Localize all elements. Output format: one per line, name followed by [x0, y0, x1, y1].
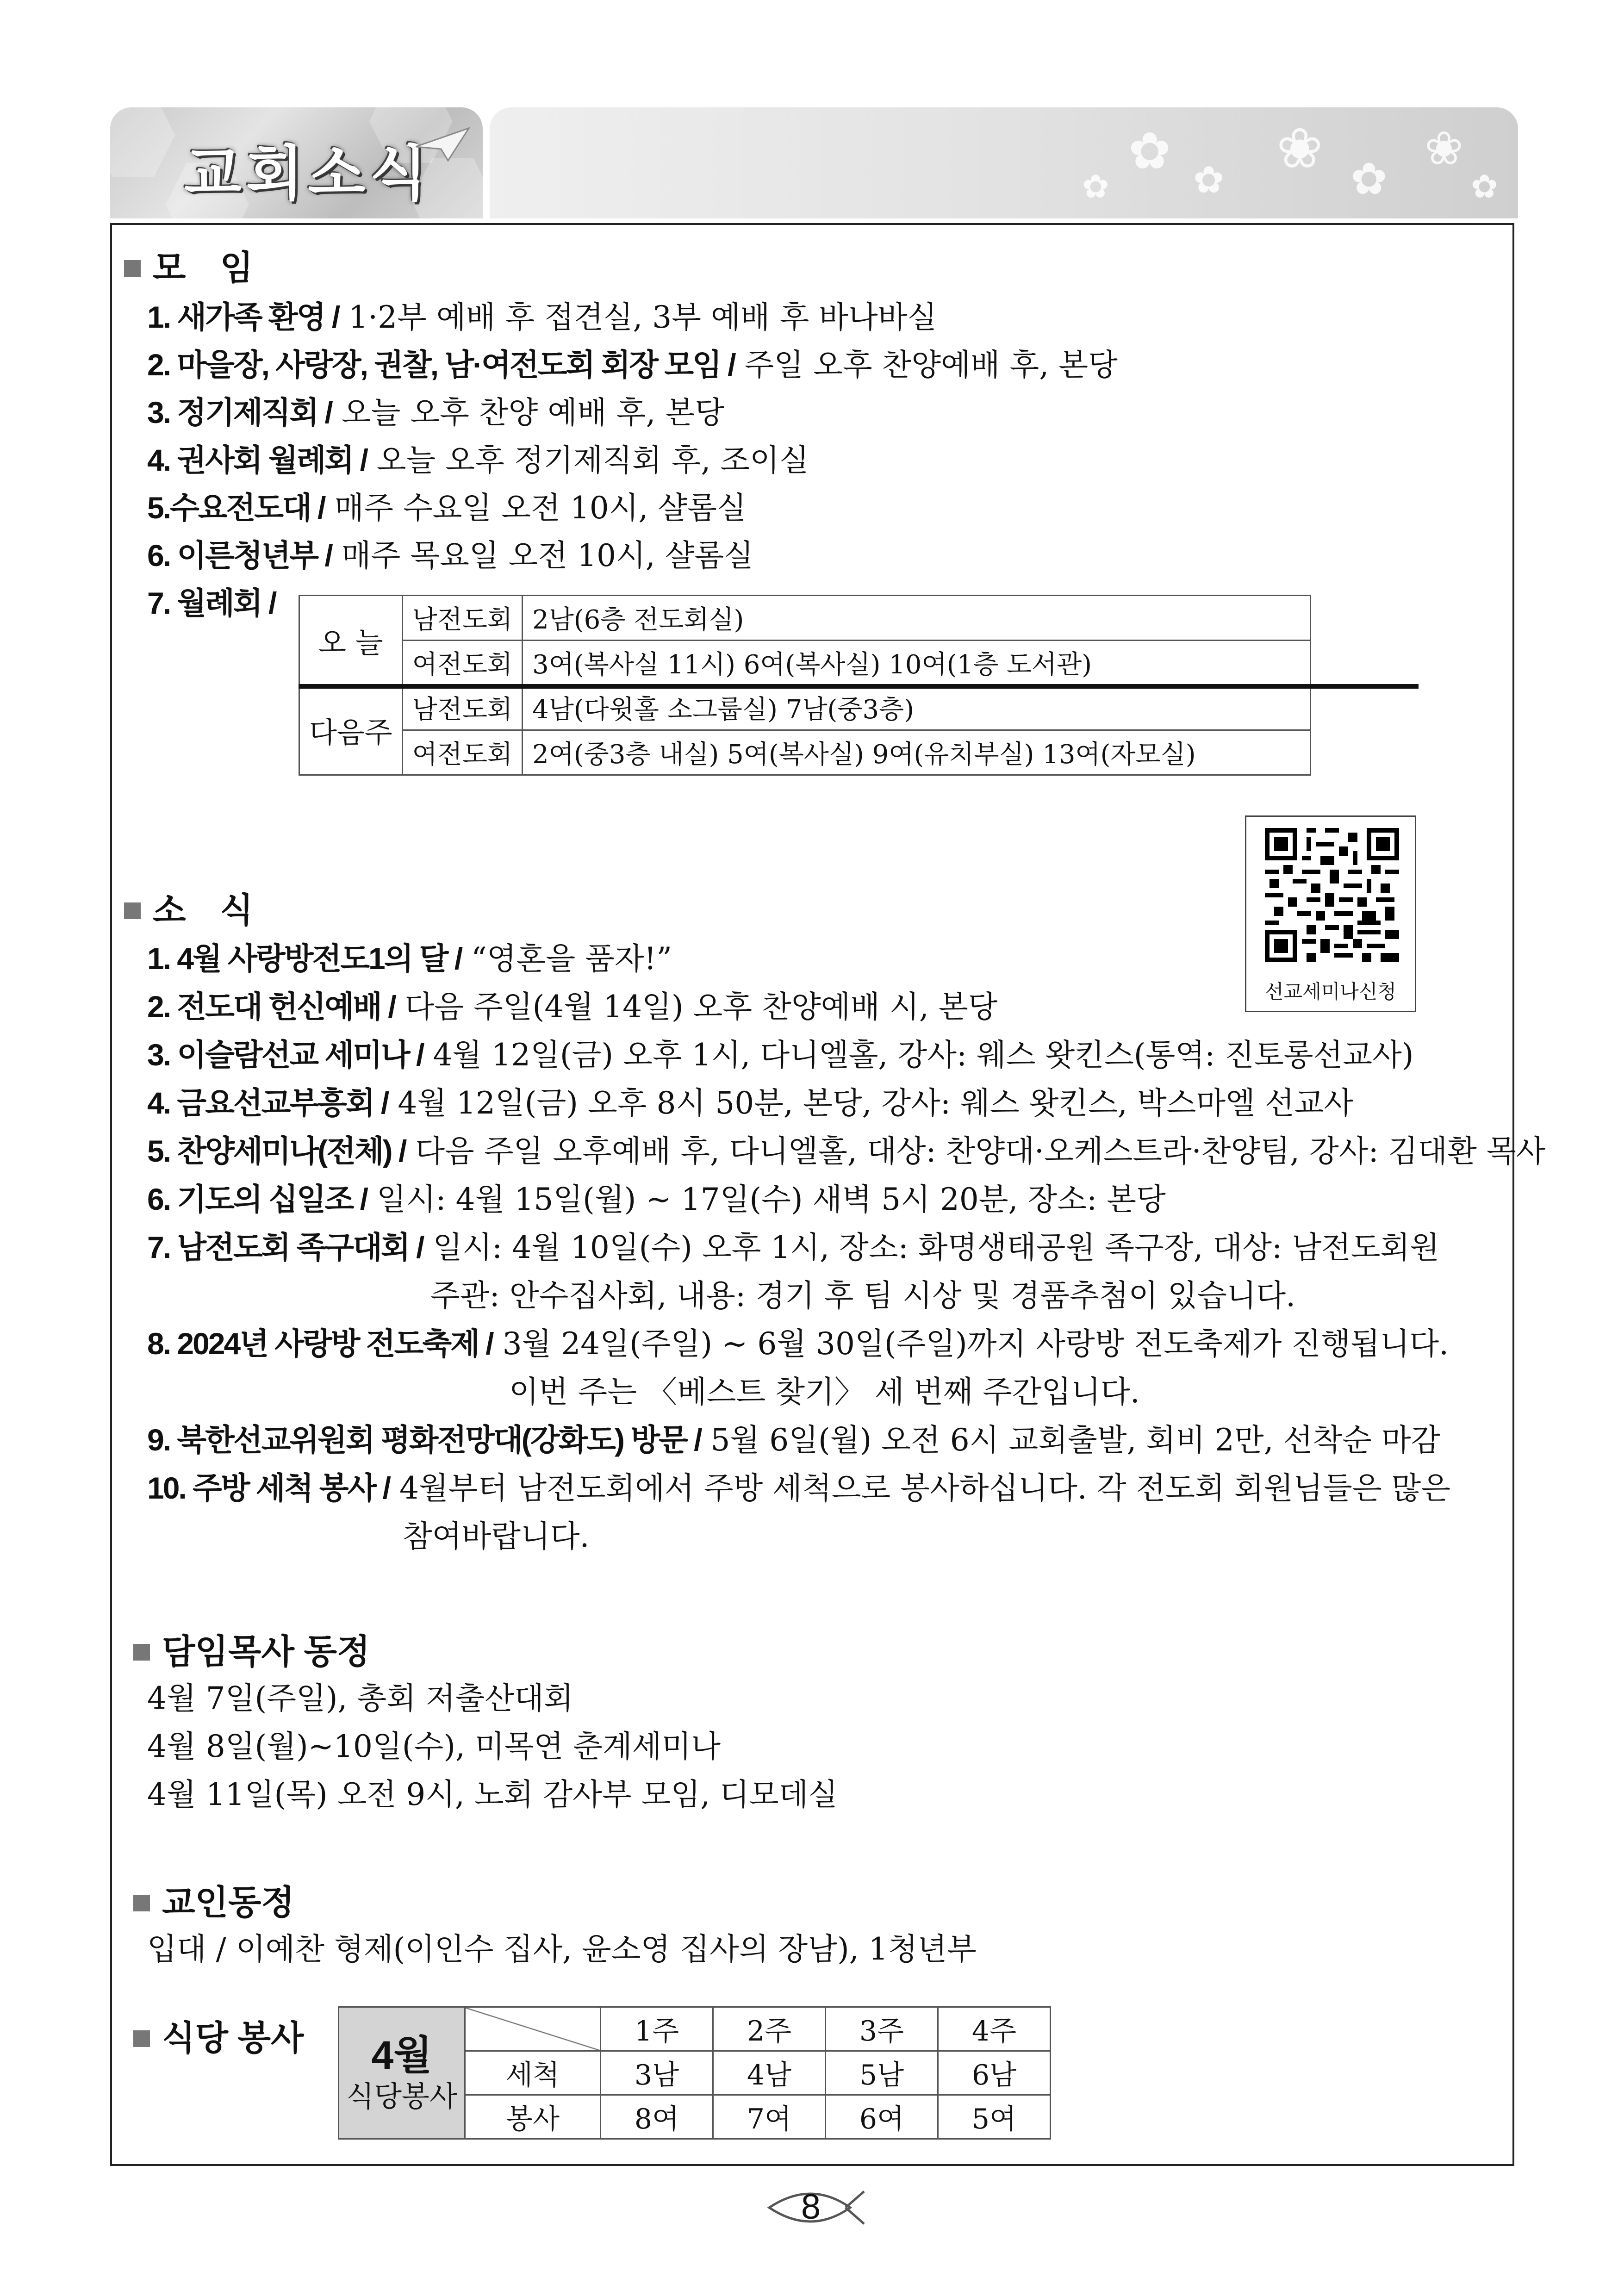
news-item: 3. 이슬람선교 세미나 / 4월 12일(금) 오후 1시, 다니엘홀, 강사: 웨스 왓킨스(통역: 진토롱선교사): [147, 1037, 1414, 1073]
schedule-cell: 3남: [601, 2051, 713, 2095]
square-bullet-icon: [133, 1895, 150, 1911]
square-bullet-icon: [133, 1644, 150, 1661]
header-title-banner: [110, 107, 483, 218]
schedule-cell: 4남: [713, 2051, 826, 2095]
news-item: 7. 남전도회 족구대회 / 일시: 4월 10일(수) 오후 1시, 장소: 화명생태공원 족구장, 대상: 남전도회원: [147, 1230, 1440, 1265]
news-item: 6. 기도의 십일조 / 일시: 4월 15일(월) ~ 17일(수) 새벽 5시 20분, 장소: 본당: [147, 1182, 1166, 1217]
header-flower-banner: [490, 107, 1518, 218]
page-number-badge: [765, 2182, 866, 2233]
week-header: 1주: [601, 2007, 713, 2051]
group-label-next-week: 다음주: [299, 685, 403, 775]
schedule-cell: 6여: [826, 2095, 938, 2139]
flower-icon: ✿: [1193, 158, 1225, 201]
hex-decoration: [110, 107, 175, 177]
meeting-item: 5.수요전도대 / 매주 수요일 오전 10시, 샬롬실: [147, 490, 747, 526]
cafeteria-label: 식당봉사: [346, 2079, 457, 2114]
news-item: 9. 북한선교위원회 평화전망대(강화도) 방문 / 5월 6일(월) 오전 6시 교회출발, 회비 2만, 선착순 마감: [147, 1422, 1441, 1458]
diagonal-header-cell: [465, 2007, 601, 2051]
value-cell: 4남(다윗홀 소그룹실) 7남(중3층): [523, 685, 1311, 730]
meeting-item: 7. 월례회 /: [147, 586, 276, 620]
section-heading-members: 교인동정: [133, 1875, 294, 1924]
row-label: 세척: [465, 2051, 601, 2095]
news-item-continuation: 이번 주는 〈베스트 찾기〉 세 번째 주간입니다.: [509, 1374, 1140, 1410]
flower-icon: ❀: [1425, 121, 1463, 175]
cafeteria-schedule-table: [338, 2006, 1051, 2140]
flower-icon: ✿: [1128, 121, 1171, 180]
news-item: 4. 금요선교부흥회 / 4월 12일(금) 오후 8시 50분, 본당, 강사: 웨스 왓킨스, 박스마엘 선교사: [147, 1085, 1354, 1121]
schedule-cell: 5남: [826, 2051, 938, 2095]
value-cell: 3여(복사실 11시) 6여(복사실) 10여(1층 도서관): [523, 641, 1311, 685]
qr-code-icon: [1265, 828, 1399, 962]
square-bullet-icon: [133, 2030, 150, 2047]
news-item: 10. 주방 세척 봉사 / 4월부터 남전도회에서 주방 세척으로 봉사하십니다. 각 전도회 회원님들은 많은: [147, 1470, 1450, 1506]
section-heading-meetings: 모 임: [124, 241, 253, 290]
news-item: 2. 전도대 헌신예배 / 다음 주일(4월 14일) 오후 찬양예배 시, 본당: [147, 989, 998, 1025]
schedule-cell: 7여: [713, 2095, 826, 2139]
org-cell: 남전도회: [402, 685, 522, 730]
members-line: 입대 / 이예찬 형제(이인수 집사, 윤소영 집사의 장남), 1청년부: [147, 1931, 977, 1967]
row-label: 봉사: [465, 2095, 601, 2139]
paper-plane-icon: [416, 126, 471, 163]
meeting-item: 6. 이른청년부 / 매주 목요일 오전 10시, 샬롬실: [147, 538, 754, 573]
week-header: 3주: [826, 2007, 938, 2051]
meeting-item: 1. 새가족 환영 / 1·2부 예배 후 접견실, 3부 예배 후 바나바실: [147, 299, 937, 335]
group-label-today: 오 늘: [299, 596, 403, 685]
value-cell: 2여(중3층 내실) 5여(복사실) 9여(유치부실) 13여(자모실): [523, 730, 1311, 775]
table-divider: [299, 684, 1419, 689]
meeting-item: 2. 마을장, 사랑장, 권찰, 남·여전도회 회장 모임 / 주일 오후 찬양예배 후, 본당: [147, 347, 1118, 383]
flower-icon: ❀: [1276, 117, 1323, 181]
pastor-line: 4월 11일(목) 오전 9시, 노회 감사부 모임, 디모데실: [147, 1777, 838, 1812]
news-item: 1. 4월 사랑방전도1의 달 / “영혼을 품자!”: [147, 941, 672, 977]
schedule-cell: 5여: [938, 2095, 1051, 2139]
news-item-continuation: 참여바랍니다.: [403, 1518, 590, 1554]
news-item: 5. 찬양세미나(전체) / 다음 주일 오후예배 후, 다니엘홀, 대상: 찬양대·오케스트라·찬양팀, 강사: 김대환 목사: [147, 1133, 1546, 1169]
page-title: 교회소식: [184, 139, 432, 208]
month-cell: [339, 2007, 465, 2139]
page-number: 8: [801, 2187, 821, 2227]
meeting-item: 3. 정기제직회 / 오늘 오후 찬양 예배 후, 본당: [147, 395, 725, 430]
schedule-cell: 6남: [938, 2051, 1051, 2095]
value-cell: 2남(6층 전도회실): [523, 596, 1311, 641]
square-bullet-icon: [124, 260, 141, 277]
section-heading-news: 소 식: [124, 883, 253, 932]
org-cell: 여전도회: [402, 730, 522, 775]
schedule-cell: 8여: [601, 2095, 713, 2139]
section-heading-cafeteria: 식당 봉사: [133, 2011, 304, 2060]
meeting-item: 4. 권사회 월례회 / 오늘 오후 정기제직회 후, 조이실: [147, 442, 809, 478]
pastor-line: 4월 8일(월)~10일(수), 미목연 춘계세미나: [147, 1729, 721, 1764]
month-label: 4월: [371, 2033, 432, 2078]
news-item: 8. 2024년 사랑방 전도축제 / 3월 24일(주일) ~ 6월 30일(주일)까지 사랑방 전도축제가 진행됩니다.: [147, 1326, 1449, 1362]
pastor-line: 4월 7일(주일), 총회 저출산대회: [147, 1680, 573, 1716]
flower-icon: ✿: [1471, 168, 1498, 205]
flower-icon: ✿: [1350, 154, 1388, 205]
section-heading-pastor: 담임목사 동정: [133, 1624, 370, 1674]
qr-label: 선교세미나신청: [1264, 981, 1396, 1002]
qr-code-box[interactable]: [1245, 815, 1416, 1012]
org-cell: 남전도회: [402, 596, 522, 641]
flower-icon: ✿: [1082, 168, 1109, 205]
week-header: 2주: [713, 2007, 826, 2051]
square-bullet-icon: [124, 902, 141, 919]
week-header: 4주: [938, 2007, 1051, 2051]
org-cell: 여전도회: [402, 641, 522, 685]
news-item-continuation: 주관: 안수집사회, 내용: 경기 후 팀 시상 및 경품추첨이 있습니다.: [430, 1278, 1296, 1313]
